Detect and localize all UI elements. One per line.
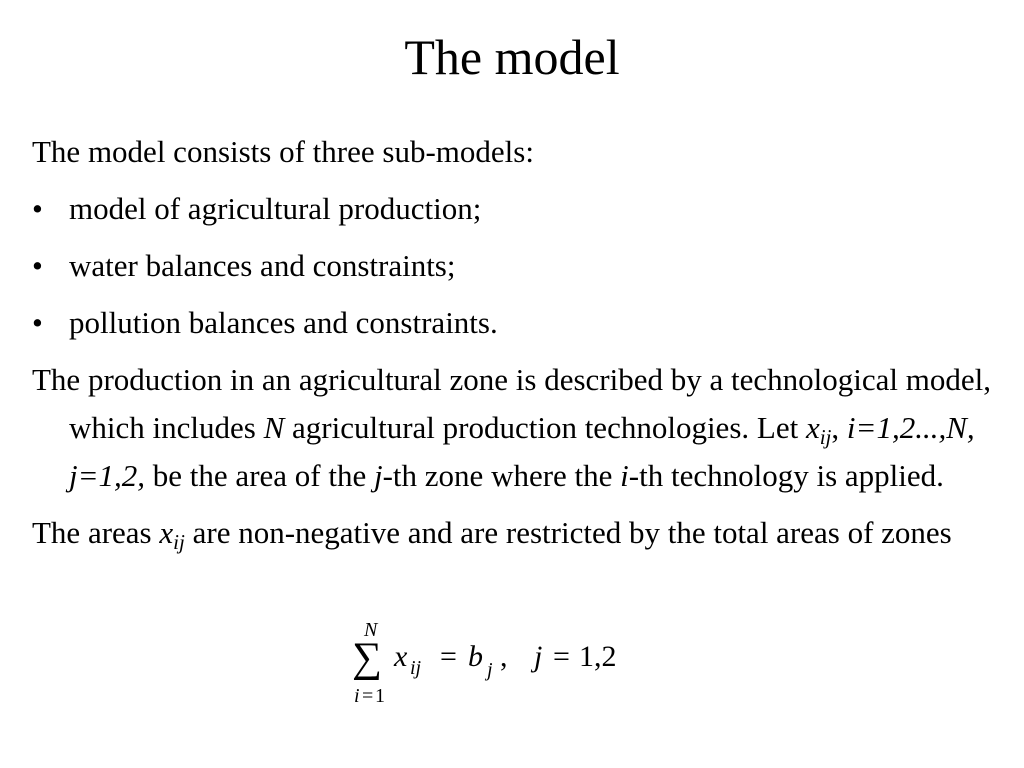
text-run: agricultural production technologies. Let	[284, 410, 806, 445]
sum-lower-equals: =	[362, 685, 374, 707]
production-paragraph	[32, 356, 1002, 500]
range-j: j=1,2,	[69, 458, 146, 493]
bullet-text: pollution balances and constraints.	[69, 305, 498, 340]
formula-j: j	[534, 640, 543, 673]
formula-equals-2: =	[553, 640, 570, 673]
bullet-item	[32, 185, 1002, 233]
bullet-item	[32, 299, 1002, 347]
variable-x-subscript: ij	[173, 529, 185, 554]
variable-i: i	[620, 458, 629, 493]
sum-lower-value: 1	[375, 685, 385, 707]
formula-b: b	[468, 640, 483, 673]
sum-lower-variable: i	[354, 685, 360, 707]
areas-paragraph	[32, 509, 1002, 557]
variable-j: j	[373, 458, 383, 493]
bullet-icon: •	[32, 191, 43, 226]
formula-comma: ,	[500, 640, 508, 673]
variable-x: x	[159, 515, 174, 550]
slide-title: The model	[404, 29, 620, 85]
variable-N: N	[263, 410, 285, 445]
range-i: i=1,2...,N,	[846, 410, 975, 445]
text-run: are non-negative and are restricted by the total areas of zones	[184, 515, 952, 550]
formula-j-values: 1,2	[579, 640, 617, 673]
text-run: The areas	[32, 515, 160, 550]
text-run: ,	[831, 410, 847, 445]
sum-symbol: ∑	[352, 635, 382, 681]
bullet-text: model of agricultural production;	[69, 191, 482, 226]
sum-upper-limit: N	[364, 619, 378, 641]
bullet-item	[32, 242, 1002, 290]
variable-x-subscript: ij	[819, 424, 832, 449]
formula-x-subscript: ij	[410, 657, 422, 679]
formula-svg	[350, 614, 640, 710]
formula-equals-1: =	[440, 640, 457, 673]
text-run: The production in an agricultural zone is described by a technological model, which includes	[32, 362, 991, 445]
text-run: -th technology is applied.	[628, 458, 944, 493]
bullet-icon: •	[32, 305, 43, 340]
variable-x: x	[805, 410, 820, 445]
bullet-text: water balances and constraints;	[69, 248, 456, 283]
formula-b-subscript: j	[487, 659, 493, 681]
bullet-icon: •	[32, 248, 43, 283]
area-constraint-formula	[350, 614, 640, 710]
slide-body	[32, 128, 1002, 557]
formula-x: x	[394, 640, 408, 673]
intro-paragraph: The model consists of three sub-models:	[32, 134, 534, 169]
text-run: be the area of the	[145, 458, 374, 493]
text-run: -th zone where the	[382, 458, 621, 493]
